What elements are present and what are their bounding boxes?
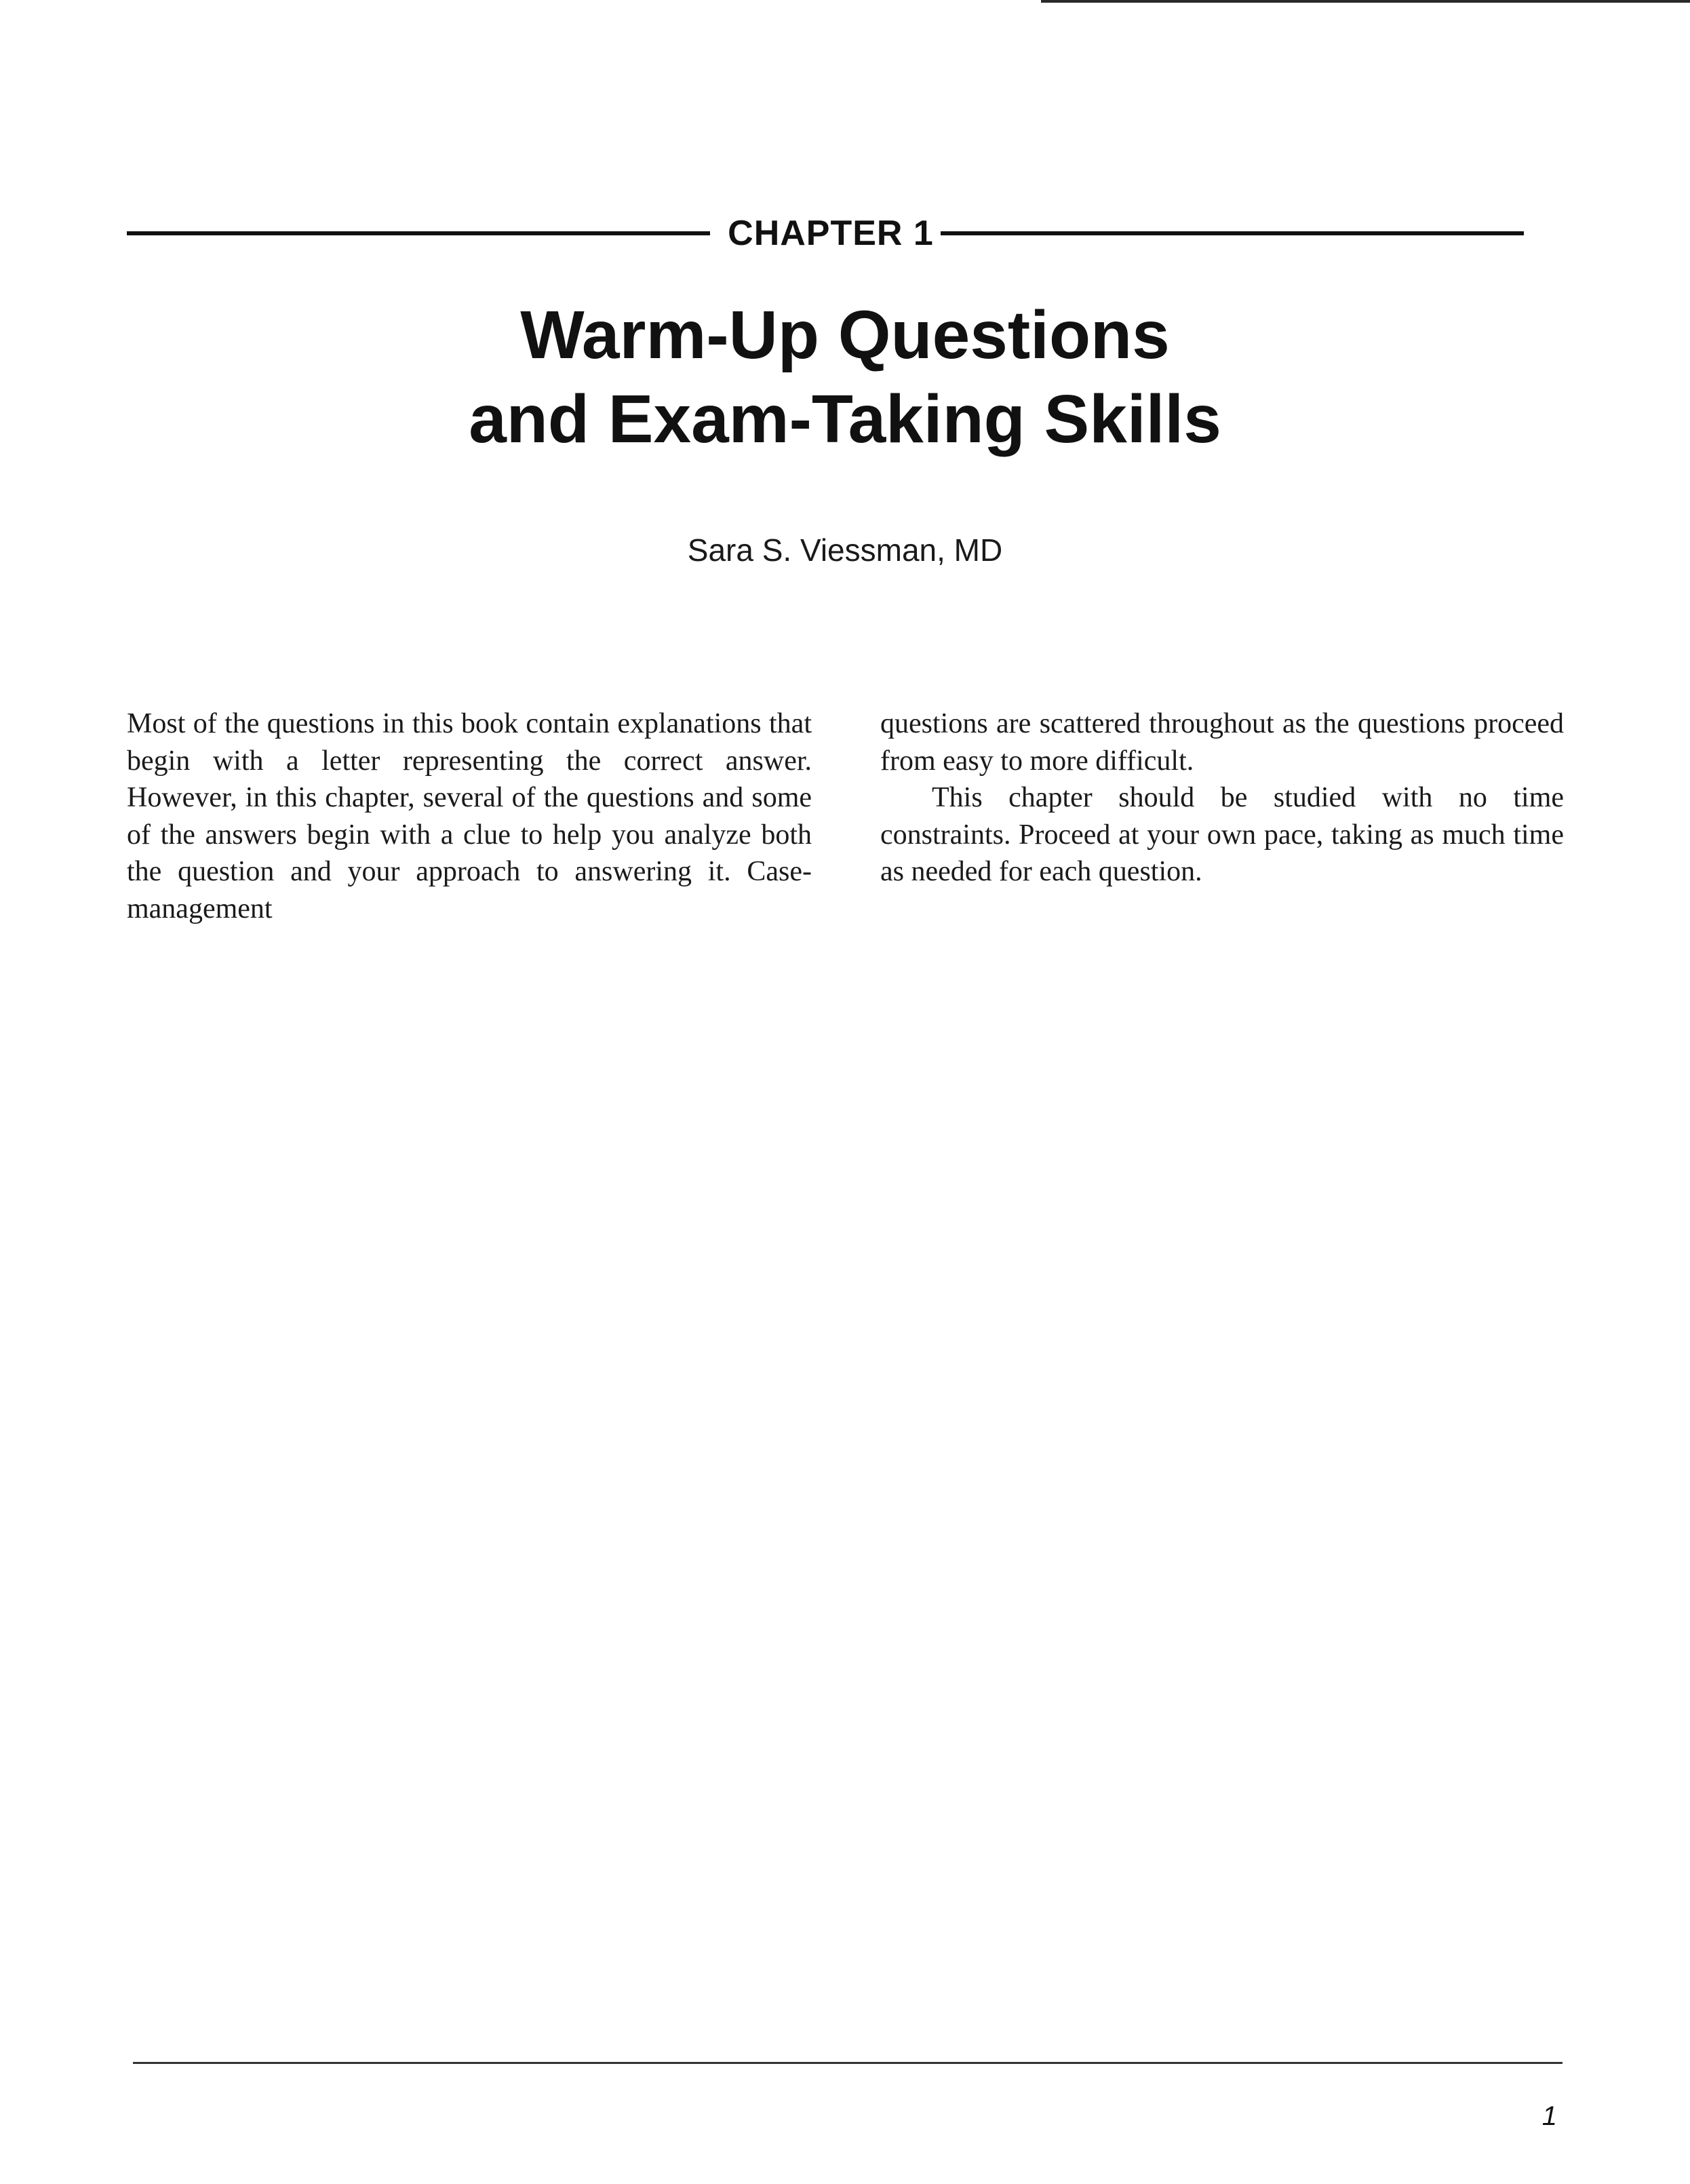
- chapter-label: CHAPTER 1: [728, 214, 934, 253]
- body-paragraph: Most of the questions in this book contain explanations that begin with a letter representing the correct answer. However, in this chapter, several of the questions and some of the answers begin with a clue to help you analyze both the question and your approach to answering it. Case-management: [127, 708, 812, 924]
- chapter-title-line-2: and Exam-Taking Skills: [469, 381, 1221, 457]
- body-column-right: [880, 705, 1564, 891]
- body-paragraph: questions are scattered throughout as the questions proceed from easy to more difficult.: [880, 708, 1564, 777]
- body-column-left: [127, 705, 812, 927]
- chapter-title: [0, 293, 1690, 461]
- chapter-rule-right: [941, 231, 1524, 235]
- chapter-rule-left: [127, 231, 710, 235]
- body-paragraph: This chapter should be studied with no time constraints. Proceed at your own pace, taking as much time as needed for each question.: [880, 782, 1564, 887]
- page-number: 1: [1541, 2101, 1557, 2131]
- footer-rule: [133, 2062, 1563, 2064]
- author-name: Sara S. Viessman, MD: [687, 532, 1003, 568]
- top-edge-line: [1041, 0, 1690, 3]
- chapter-header: [127, 212, 1524, 255]
- chapter-title-line-1: Warm-Up Questions: [520, 297, 1170, 373]
